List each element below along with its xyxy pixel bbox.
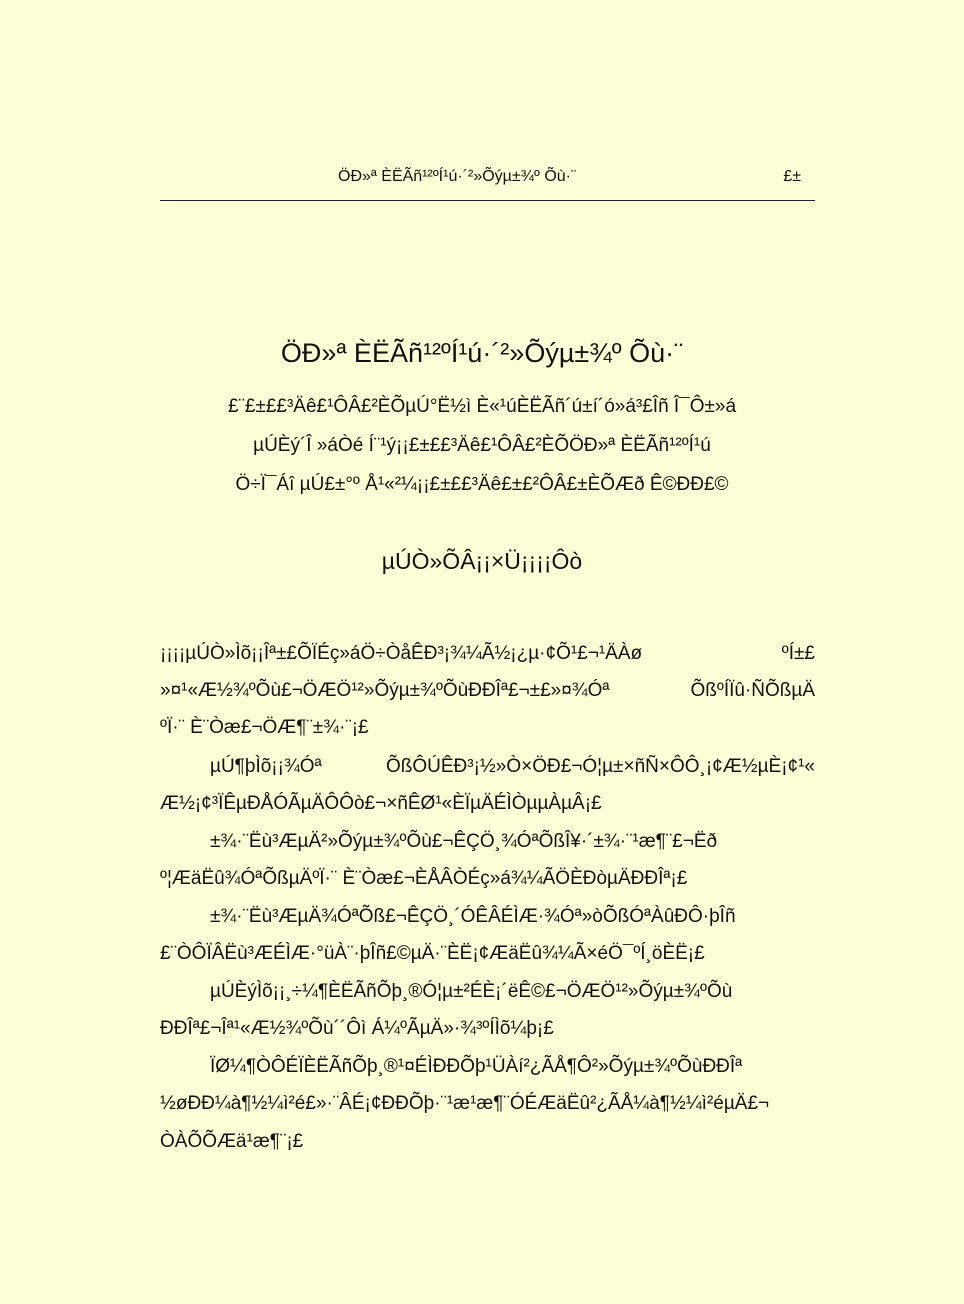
- body-line: ÒÀÕÕÆä¹æ¶¨¡£: [160, 1131, 304, 1152]
- subtitle-line: Ö÷Ï¯Áî µÚ£±°º Å¹«²¼¡¡£±££³Äê£±£²ÔÂ£±ÈÕÆð Ê©ÐÐ£©: [235, 474, 729, 495]
- body-line: Æ½¡¢³ÏÊµÐÅÓÃµÄÔÔò£¬×ñÊØ¹«ÈÏµÄÉÌÒµµÀµÂ¡£: [160, 793, 602, 814]
- running-header: [160, 168, 815, 201]
- body-line: ¡¡¡¡µÚÒ»Ìõ¡¡Îª±£ÕÏÉç»áÖ÷ÒåÊÐ³¡¾¼Ã½¡¿µ·¢Õ¹£¬¹ÄÀø ºÍ±£: [160, 643, 815, 664]
- body-line: µÚ¶þÌõ¡¡¾Óª ÕßÔÚÊÐ³¡½»Ò×ÖÐ£¬Ó¦µ±×ñÑ×ÔÔ¸¡¢Æ½µÈ¡¢¹«: [210, 756, 815, 777]
- body-line: ÐÐÎª£¬Îª¹«Æ½¾ºÕù´´Ôì Á¼ºÃµÄ»·¾³ºÍÌõ¼þ¡£: [160, 1018, 554, 1039]
- body-line: µÚÈýÌõ¡¡¸÷¼¶ÈËÃñÕþ¸®Ó¦µ±²ÉÈ¡´ëÊ©£¬ÖÆÖ¹²»Õýµ±¾ºÕù: [210, 981, 733, 1002]
- body-line: »¤¹«Æ½¾ºÕù£¬ÖÆÖ¹²»Õýµ±¾ºÕùÐÐÎª£¬±£»¤¾Óª ÕßºÍÏû·ÑÕßµÄ: [160, 680, 815, 701]
- body-line: ±¾·¨Ëù³ÆµÄ¾ÓªÕß£¬ÊÇÖ¸´ÓÊÂÉÌÆ·¾Óª»òÕßÓªÀûÐÔ·þÎñ: [210, 906, 736, 927]
- document-title: ÖÐ»ª ÈËÃñ¹²ºÍ¹ú·´²»Õýµ±¾º Õù·¨: [280, 338, 684, 368]
- body-line: ÏØ¼¶ÒÔÉÏÈËÃñÕþ¸®¹¤ÉÌÐÐÕþ¹ÜÀí²¿ÃÅ¶Ô²»Õýµ±¾ºÕùÐÐÎª: [210, 1056, 743, 1077]
- running-title: ÖÐ»ª ÈËÃñ¹²ºÍ¹ú·´²»Õýµ±¾º Õù·¨: [338, 168, 577, 185]
- body-line: ½øÐÐ¼à¶½¼ì²é£»·¨ÂÉ¡¢ÐÐÕþ·¨¹æ¹æ¶¨ÓÉÆäËû²¿ÃÅ¼à¶½¼ì²éµÄ£¬: [160, 1093, 770, 1114]
- body-line: £¨ÒÔÏÂËù³ÆÉÌÆ·°üÀ¨·þÎñ£©µÄ·¨ÈË¡¢ÆäËû¾¼Ã×éÖ¯ºÍ¸öÈË¡£: [160, 943, 705, 964]
- page-number: £±: [783, 168, 801, 185]
- section-heading: µÚÒ»ÕÂ¡¡×Ü¡¡¡¡Ôò: [381, 548, 583, 574]
- subtitle-line: £¨£±££³Äê£¹ÔÂ£²ÈÕµÚ°Ë½ì È«¹úÈËÃñ´ú±í´ó»á³£Îñ Î¯Ô±»á: [227, 396, 737, 417]
- subtitle-line: µÚÈý´Î »áÒé Í¨¹ý¡¡£±££³Äê£¹ÔÂ£²ÈÕÖÐ»ª ÈËÃñ¹²ºÍ¹ú: [253, 435, 711, 456]
- body-line: ±¾·¨Ëù³ÆµÄ²»Õýµ±¾ºÕù£¬ÊÇÖ¸¾ÓªÕßÎ¥·´±¾·¨¹æ¶¨£¬Ëð: [210, 831, 718, 852]
- body-line: ºÏ·¨ È¨Òæ£¬ÖÆ¶¨±¾·¨¡£: [160, 717, 369, 738]
- body-line: º¦ÆäËû¾ÓªÕßµÄºÏ·¨ È¨Òæ£¬ÈÅÂÒÉç»á¾¼ÃÖÈÐòµÄÐÐÎª¡£: [160, 868, 688, 889]
